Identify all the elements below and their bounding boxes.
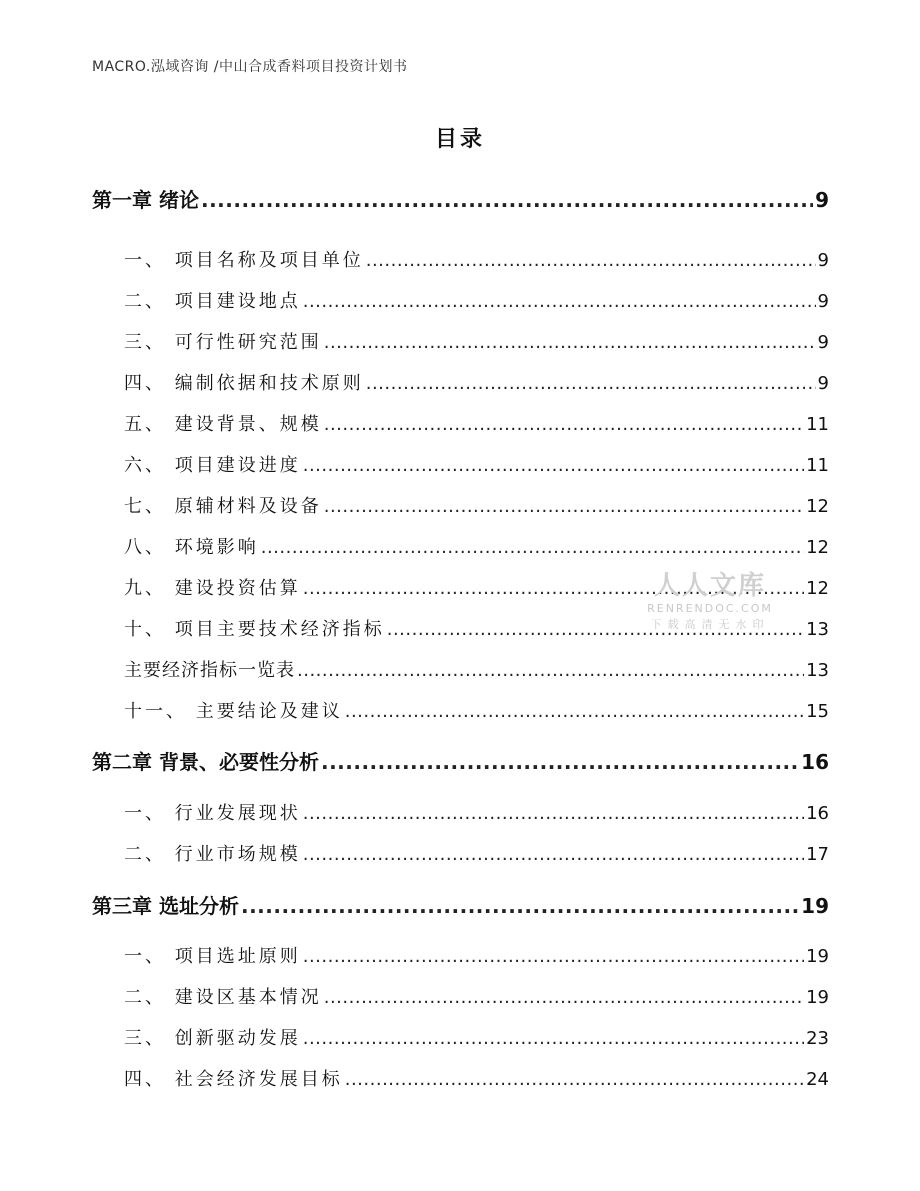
toc-page-number: 9 [817,291,829,312]
toc-label: 三、 可行性研究范围 [124,332,322,353]
toc-label: 一、 项目选址原则 [124,946,301,967]
toc-label: 十、 项目主要技术经济指标 [124,619,385,640]
toc-chapter-1[interactable] [92,184,829,213]
toc-leader [303,844,804,865]
toc-page-number: 23 [806,1028,829,1049]
toc-page-number: 11 [806,455,829,476]
toc-label: 七、 原辅材料及设备 [124,496,322,517]
toc-page-number: 9 [817,373,829,394]
toc-label: 第三章 选址分析 [92,894,239,918]
toc-entry[interactable] [124,287,829,313]
toc-leader [201,188,813,212]
toc-entry[interactable] [124,656,829,682]
toc-leader [303,291,816,312]
toc-label: 三、 创新驱动发展 [124,1028,301,1049]
toc-page-number: 17 [806,844,829,865]
toc-label: 六、 项目建设进度 [124,455,301,476]
toc-label: 九、 建设投资估算 [124,578,301,599]
toc-leader [345,1069,804,1090]
toc-page-number: 19 [806,946,829,967]
toc-page-number: 9 [815,188,829,212]
toc-page-number: 12 [806,496,829,517]
toc-page-number: 19 [801,894,829,918]
watermark-logo: 人人文库 [653,571,766,601]
toc-page-number: 16 [806,803,829,824]
toc-entry[interactable] [124,1024,829,1050]
toc-label: 四、 社会经济发展目标 [124,1069,343,1090]
watermark-slogan: 下载高清无水印 [650,618,770,631]
toc-label: 十一、 主要结论及建议 [124,701,343,722]
toc-chapter-2[interactable] [92,746,829,775]
toc-label: 主要经济指标一览表 [124,660,295,681]
toc-entry[interactable] [124,369,829,395]
toc-page-number: 19 [806,987,829,1008]
toc-label: 五、 建设背景、规模 [124,414,322,435]
toc-leader [297,660,804,681]
toc-entry[interactable] [124,533,829,559]
toc-leader [345,701,804,722]
toc-page-number: 13 [806,660,829,681]
toc-label: 八、 环境影响 [124,537,259,558]
toc-page-number: 12 [806,537,829,558]
toc-title: 目录 [434,127,485,152]
toc-leader [261,537,804,558]
toc-leader [303,946,804,967]
toc-leader [303,803,804,824]
watermark-site: RENRENDOC.COM [647,602,773,615]
toc-leader [324,332,816,353]
toc-label: 二、 建设区基本情况 [124,987,322,1008]
toc-leader [366,373,816,394]
toc-entry[interactable] [124,492,829,518]
toc-label: 一、 项目名称及项目单位 [124,250,364,271]
toc-page-number: 24 [806,1069,829,1090]
watermark [646,565,774,632]
toc-label: 第一章 绪论 [92,188,199,212]
toc-leader [324,496,804,517]
toc-leader [241,894,799,918]
toc-entry[interactable] [124,451,829,477]
toc-page-number: 9 [817,332,829,353]
toc-entry[interactable] [124,328,829,354]
toc-entry[interactable] [124,246,829,272]
toc-leader [303,1028,804,1049]
toc-page-number: 9 [817,250,829,271]
toc-entry[interactable] [124,1065,829,1091]
toc-leader [324,987,804,1008]
toc-entry[interactable] [124,410,829,436]
toc-leader [321,750,799,774]
toc-label: 第二章 背景、必要性分析 [92,750,319,774]
toc-leader [303,455,804,476]
toc-entry[interactable] [124,942,829,968]
toc-page-number: 13 [806,619,829,640]
toc-leader [324,414,804,435]
toc-chapter-3[interactable] [92,890,829,919]
toc-label: 四、 编制依据和技术原则 [124,373,364,394]
page-header: MACRO.泓域咨询 /中山合成香料项目投资计划书 [92,59,408,75]
toc-label: 二、 项目建设地点 [124,291,301,312]
toc-page-number: 15 [806,701,829,722]
toc-page-number: 16 [801,750,829,774]
toc-page-number: 11 [806,414,829,435]
toc-entry[interactable] [124,840,829,866]
toc-leader [366,250,816,271]
toc-label: 一、 行业发展现状 [124,803,301,824]
toc-page-number: 12 [806,578,829,599]
toc-entry[interactable] [124,697,829,723]
toc-label: 二、 行业市场规模 [124,844,301,865]
toc-entry[interactable] [124,983,829,1009]
toc-entry[interactable] [124,799,829,825]
